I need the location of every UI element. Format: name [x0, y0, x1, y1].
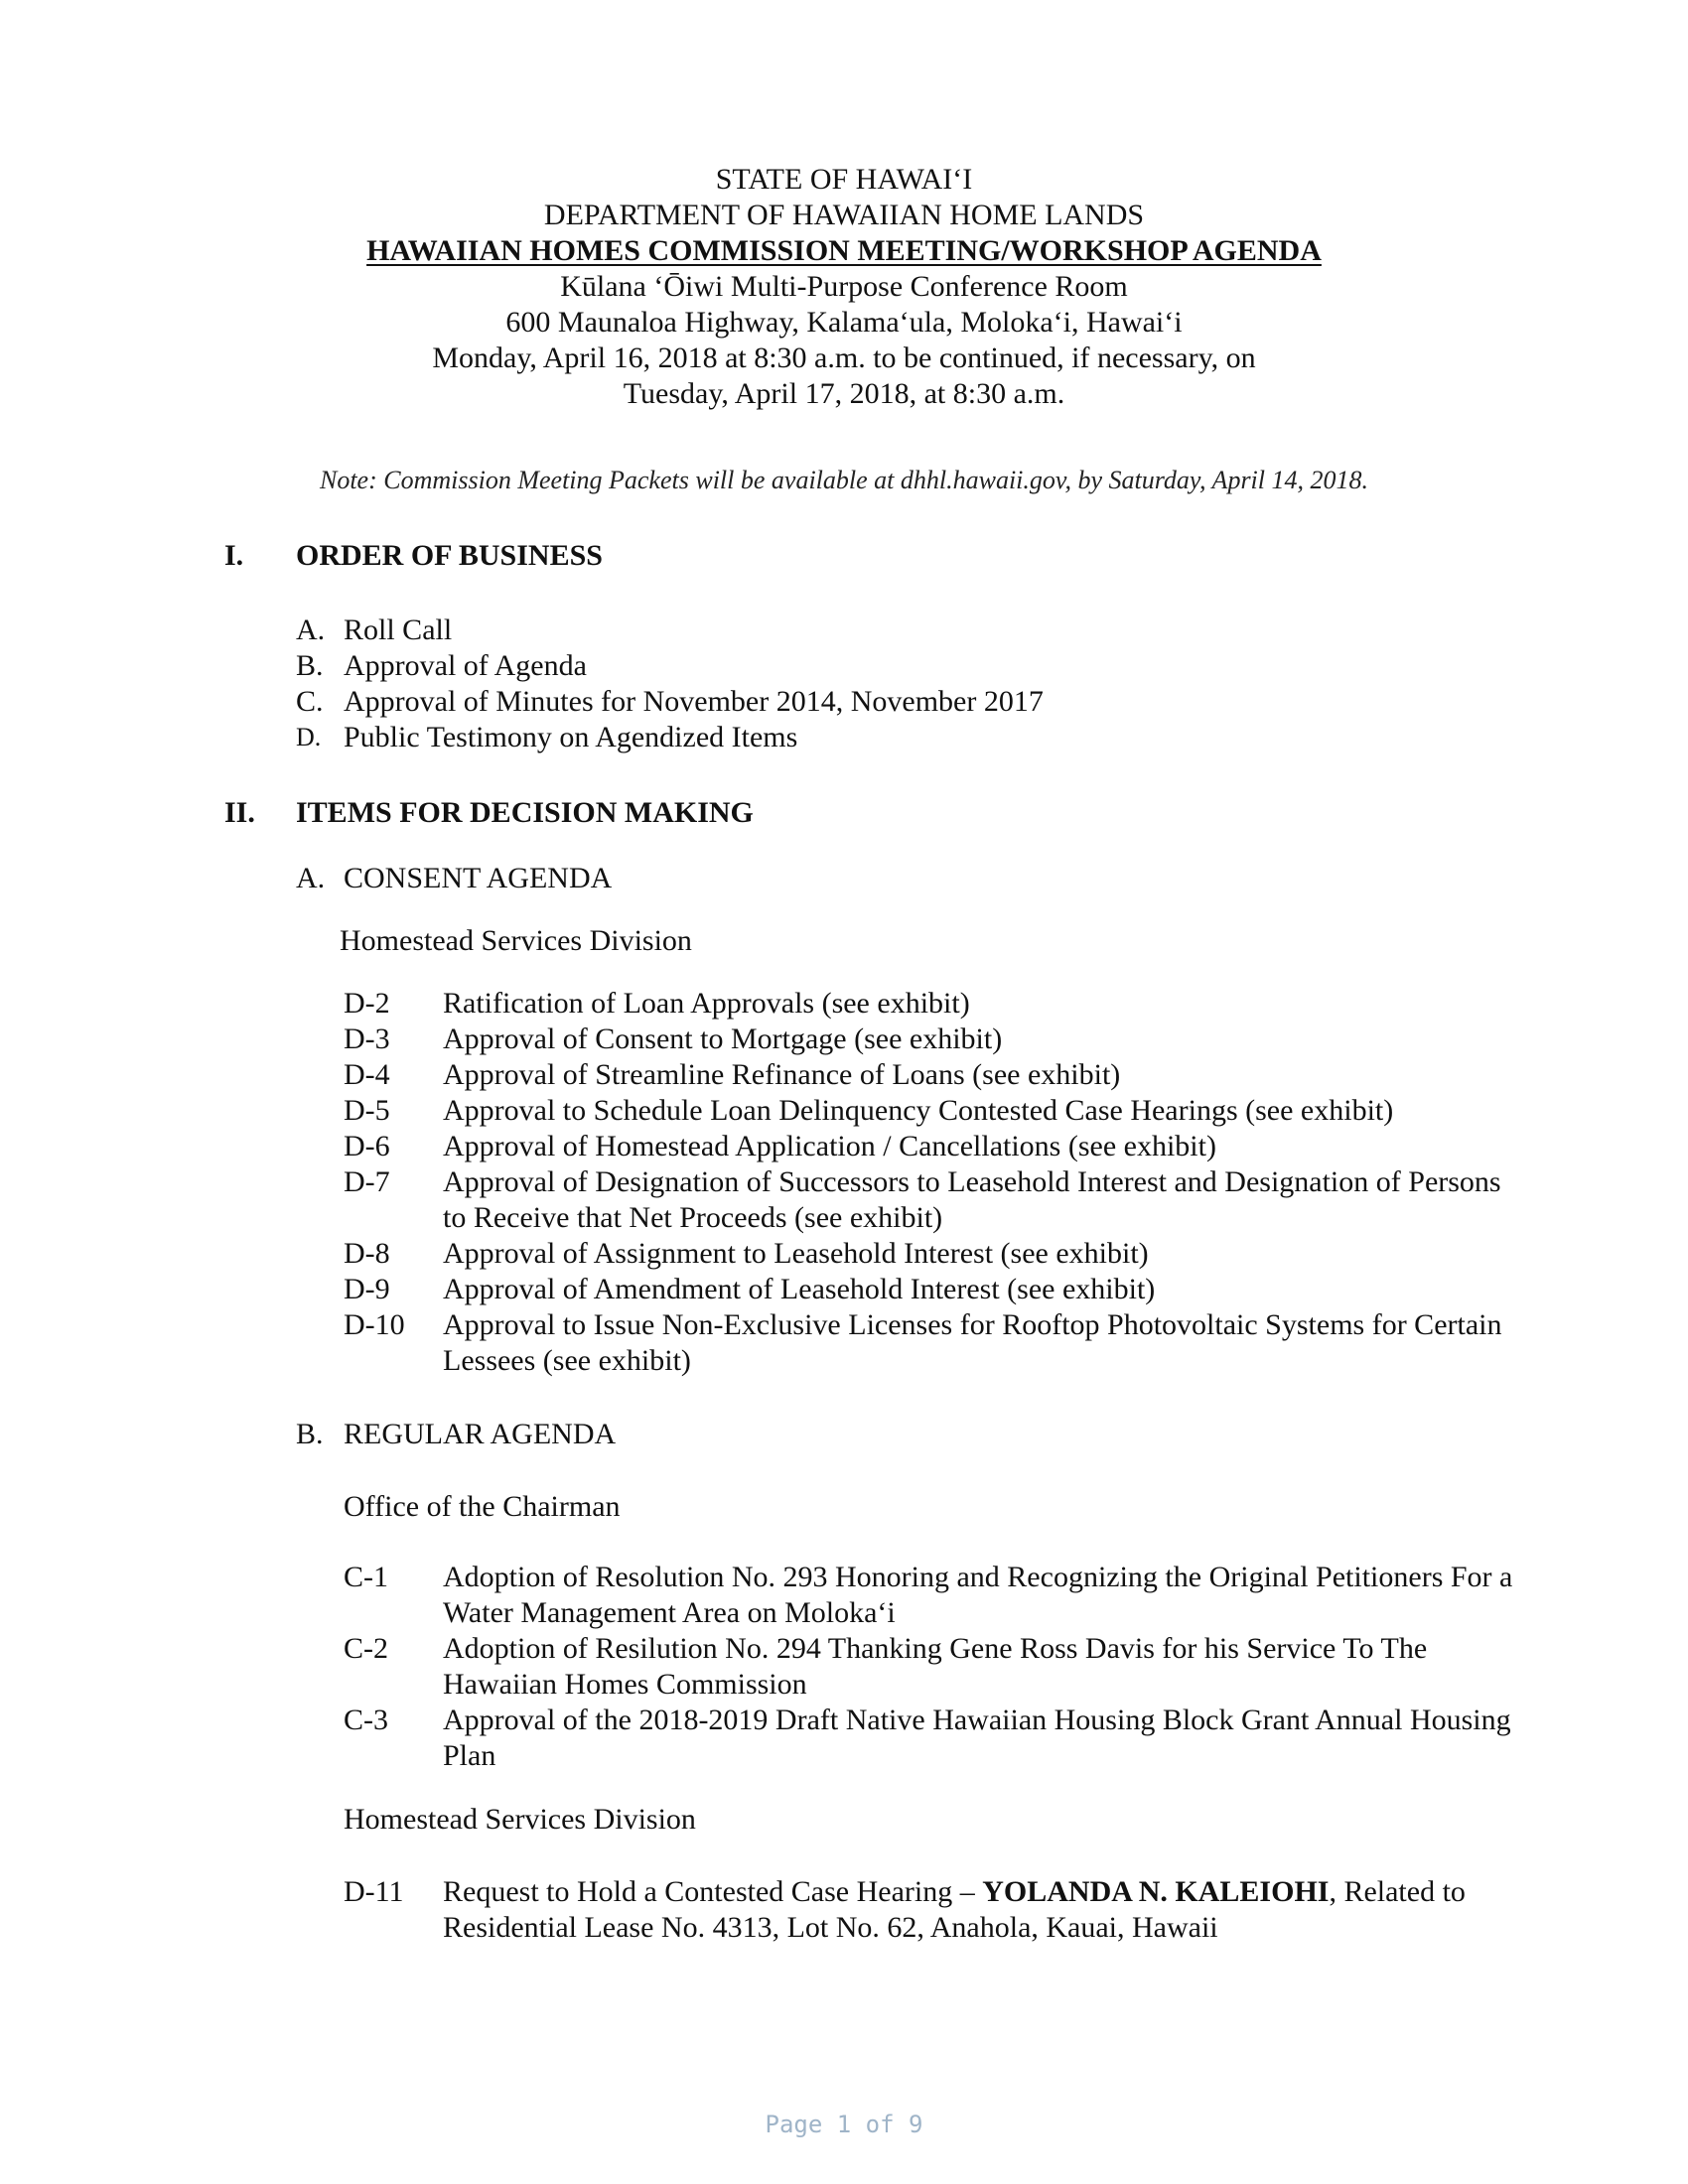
section-title: ORDER OF BUSINESS: [296, 539, 603, 572]
agenda-item: [344, 1307, 1515, 1379]
item-text: Approval of Consent to Mortgage (see exhibit): [443, 1023, 1003, 1055]
item-code: C-1: [344, 1561, 388, 1593]
subsection-title: CONSENT AGENDA: [344, 862, 613, 894]
section-title: ITEMS FOR DECISION MAKING: [296, 796, 754, 829]
consent-division-label: Homestead Services Division: [340, 924, 692, 957]
item-text-prefix: Request to Hold a Contested Case Hearing –: [443, 1875, 983, 1908]
subsection-letter: A.: [296, 862, 326, 894]
section-number: II.: [224, 796, 255, 829]
meeting-venue: Kūlana ‘Ōiwi Multi-Purpose Conference Room: [560, 270, 1128, 303]
item-code: D-6: [344, 1130, 390, 1162]
item-text: Approval to Schedule Loan Delinquency Contested Case Hearings (see exhibit): [443, 1094, 1394, 1127]
item-letter: B.: [296, 649, 324, 682]
agenda-item: [344, 986, 1515, 1022]
agenda-header: [0, 162, 1688, 412]
item-code: D-4: [344, 1058, 390, 1091]
state-name: STATE OF HAWAI‘I: [715, 163, 973, 196]
item-code: D-8: [344, 1237, 390, 1270]
item-text: Approval of Minutes for November 2014, November 2017: [344, 685, 1044, 718]
item-code: D-10: [344, 1308, 405, 1341]
item-letter: C.: [296, 685, 324, 718]
item-code: D-3: [344, 1023, 390, 1055]
item-code: D-9: [344, 1273, 390, 1305]
item-text: Approval of Homestead Application / Cancellations (see exhibit): [443, 1130, 1216, 1162]
item-code: D-5: [344, 1094, 390, 1127]
item-code: C-3: [344, 1704, 388, 1736]
item-letter: A.: [296, 614, 326, 646]
meeting-date-2: Tuesday, April 17, 2018, at 8:30 a.m.: [623, 377, 1065, 410]
lessee-name: YOLANDA N. KALEIOHI: [982, 1875, 1330, 1908]
section-order-of-business: [0, 538, 1688, 574]
agenda-title: HAWAIIAN HOMES COMMISSION MEETING/WORKSHOP AGENDA: [366, 234, 1322, 267]
meeting-address: 600 Maunaloa Highway, Kalama‘ula, Moloka‘i, Hawai‘i: [505, 306, 1183, 339]
subsection-title: REGULAR AGENDA: [344, 1418, 617, 1450]
agenda-item: [344, 1057, 1515, 1093]
meeting-date-1: Monday, April 16, 2018 at 8:30 a.m. to be continued, if necessary, on: [432, 341, 1256, 374]
item-text: Approval of Assignment to Leasehold Interest (see exhibit): [443, 1237, 1149, 1270]
item-text: Approval of Agenda: [344, 649, 587, 682]
item-text: Roll Call: [344, 614, 453, 646]
subsection-letter: B.: [296, 1418, 324, 1450]
agenda-item: [344, 1874, 1515, 1946]
department-name: DEPARTMENT OF HAWAIIAN HOME LANDS: [543, 199, 1145, 231]
item-text: Approval of the 2018-2019 Draft Native Hawaiian Housing Block Grant Annual Housing Plan: [443, 1704, 1511, 1772]
item-text: Adoption of Resilution No. 294 Thanking Gene Ross Davis for his Service To The Hawaiian Homes Commission: [443, 1632, 1428, 1701]
item-text: Approval to Issue Non-Exclusive Licenses for Rooftop Photovoltaic Systems for Certain Lessees (see exhibit): [443, 1308, 1502, 1377]
item-code: D-11: [344, 1875, 404, 1908]
agenda-item: [344, 1129, 1515, 1164]
item-code: C-2: [344, 1632, 388, 1665]
agenda-item: [344, 1236, 1515, 1272]
page-number: Page 1 of 9: [765, 2111, 923, 2138]
section-number: I.: [224, 539, 244, 572]
agenda-item: [344, 1631, 1515, 1703]
agenda-item: [344, 1272, 1515, 1307]
item-code: D-2: [344, 987, 390, 1020]
item-text: Approval of Designation of Successors to Leasehold Interest and Designation of Persons to Receive that Net Proceeds (see exhibit): [443, 1165, 1501, 1234]
agenda-item: [344, 1164, 1515, 1236]
agenda-item: [344, 1022, 1515, 1057]
homestead-items-list: [344, 1874, 1515, 1946]
item-text: Ratification of Loan Approvals (see exhibit): [443, 987, 970, 1020]
item-text: Approval of Amendment of Leasehold Interest (see exhibit): [443, 1273, 1156, 1305]
section-decision-making: [0, 795, 1688, 831]
item-text: Adoption of Resolution No. 293 Honoring and Recognizing the Original Petitioners For a Water Management Area on Moloka‘i: [443, 1561, 1513, 1629]
agenda-item: [344, 1703, 1515, 1774]
agenda-item: [344, 1093, 1515, 1129]
packet-note: Note: Commission Meeting Packets will be available at dhhl.hawaii.gov, by Saturday, April 14, 2018.: [319, 466, 1369, 494]
chairman-division-label: Office of the Chairman: [344, 1490, 621, 1523]
item-code: D-7: [344, 1165, 390, 1198]
chairman-items-list: [344, 1560, 1515, 1774]
item-letter: D.: [296, 723, 322, 751]
agenda-item: [344, 1560, 1515, 1631]
item-text: Public Testimony on Agendized Items: [344, 721, 798, 753]
item-text: Approval of Streamline Refinance of Loans (see exhibit): [443, 1058, 1121, 1091]
consent-items-list: [344, 986, 1515, 1379]
item-text: [443, 1874, 1515, 1946]
homestead-division-label: Homestead Services Division: [344, 1803, 696, 1836]
item-text-suffix: , Related to Residential Lease No. 4313, Lot No. 62, Anahola, Kauai, Hawaii: [443, 1875, 1466, 1944]
